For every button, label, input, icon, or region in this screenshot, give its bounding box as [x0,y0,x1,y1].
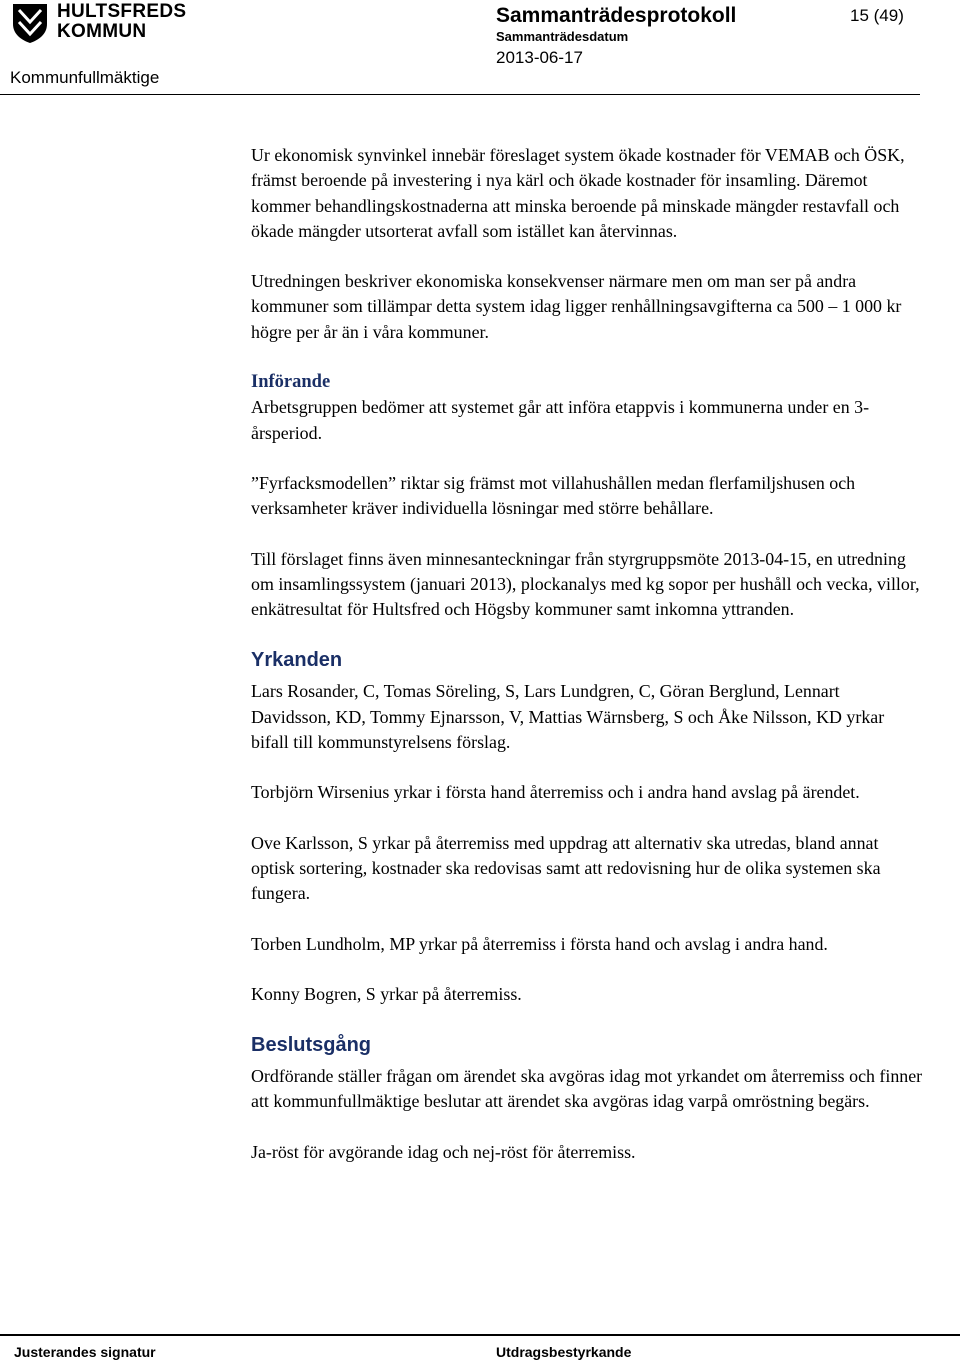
paragraph-attachments: Till förslaget finns även minnesanteckningar från styrgruppsmöte 2013-04-15, en utredning om insamlingssystem (januari 2013), plockanalys med kg sopor per hushåll och vecka, villor, enkätresultat för Hultsfred och Högsby kommuner samt inkomna yttranden. [251,548,920,620]
paragraph-introduction: Arbetsgruppen bedömer att systemet går att införa etappvis i kommunerna under en 3-årsperiod. [251,397,870,443]
paragraph-four-bin-model: ”Fyrfacksmodellen” riktar sig främst mot villahushållen medan flerfamiljshusen och verksamheter kräver individuella lösningar med större behållare. [251,472,856,519]
extract-certification-label: Utdragsbestyrkande [496,1344,632,1360]
paragraph-procedure: Ordförande ställer frågan om ärendet ska avgöras idag mot yrkandet om återremiss och finner att kommunfullmäktige beslutar att ärendet ska avgöras idag varpå omröstning begärs. [251,1066,923,1112]
meeting-date-label: Sammanträdesdatum [496,29,629,44]
paragraph-motion-karlsson: Ove Karlsson, S yrkar på återremiss med uppdrag att alternativ ska utredas, bland annat optisk sortering, kostnader ska redovisas samt att redovisning hur de olika systemen ska fungera. [251,832,881,904]
signature-label: Justerandes signatur [14,1344,156,1360]
heading-beslutsgang: Beslutsgång [251,1034,372,1057]
coat-of-arms-icon [11,2,49,44]
paragraph-motion-lundholm: Torben Lundholm, MP yrkar på återremiss i första hand och avslag i andra hand. [251,933,828,954]
municipality-logo [11,2,201,44]
footer-divider [0,1334,960,1336]
municipality-name-line-1: HULTSFREDS [57,1,187,22]
paragraph-motion-approval: Lars Rosander, C, Tomas Söreling, S, Lars Lundgren, C, Göran Berglund, Lennart Davidsson, KD, Tommy Ejnarsson, V, Mattias Wärnsberg, S och Åke Nilsson, KD yrkar bifall till kommunstyrelsens förslag. [251,681,885,753]
heading-inforande: Införande [251,372,331,393]
paragraph-economy: Ur ekonomisk synvinkel innebär föreslaget system ökade kostnader för VEMAB och ÖSK, främst beroende på investering i nya kärl och ökade kostnader för insamling. Däremot kommer behandlingskostnaderna att minska beroende på minskade mängder restavfall och ökade mängder utsorterat avfall som istället kan återvinnas. [251,145,905,241]
page-number: 15 (49) [850,6,904,25]
paragraph-motion-wirsenius: Torbjörn Wirsenius yrkar i första hand återremiss och i andra hand avslag på ärendet. [251,782,860,803]
document-body [251,143,923,1190]
assembly-name: Kommunfullmäktige [10,68,160,87]
paragraph-consequences: Utredningen beskriver ekonomiska konsekvenser närmare men om man ser på andra kommuner som tillämpar detta system idag ligger renhållningsavgifterna ca 500 – 1 000 kr högre per år än i våra kommuner. [251,271,902,342]
meeting-date-value: 2013-06-17 [496,48,583,67]
heading-yrkanden: Yrkanden [251,649,343,672]
paragraph-motion-bogren: Konny Bogren, S yrkar på återremiss. [251,983,522,1004]
municipality-name [57,2,186,42]
paragraph-vote: Ja-röst för avgörande idag och nej-röst för återremiss. [251,1141,636,1162]
header-divider [0,94,920,95]
municipality-name-line-2: KOMMUN [57,21,147,42]
document-title: Sammanträdesprotokoll [496,4,737,27]
